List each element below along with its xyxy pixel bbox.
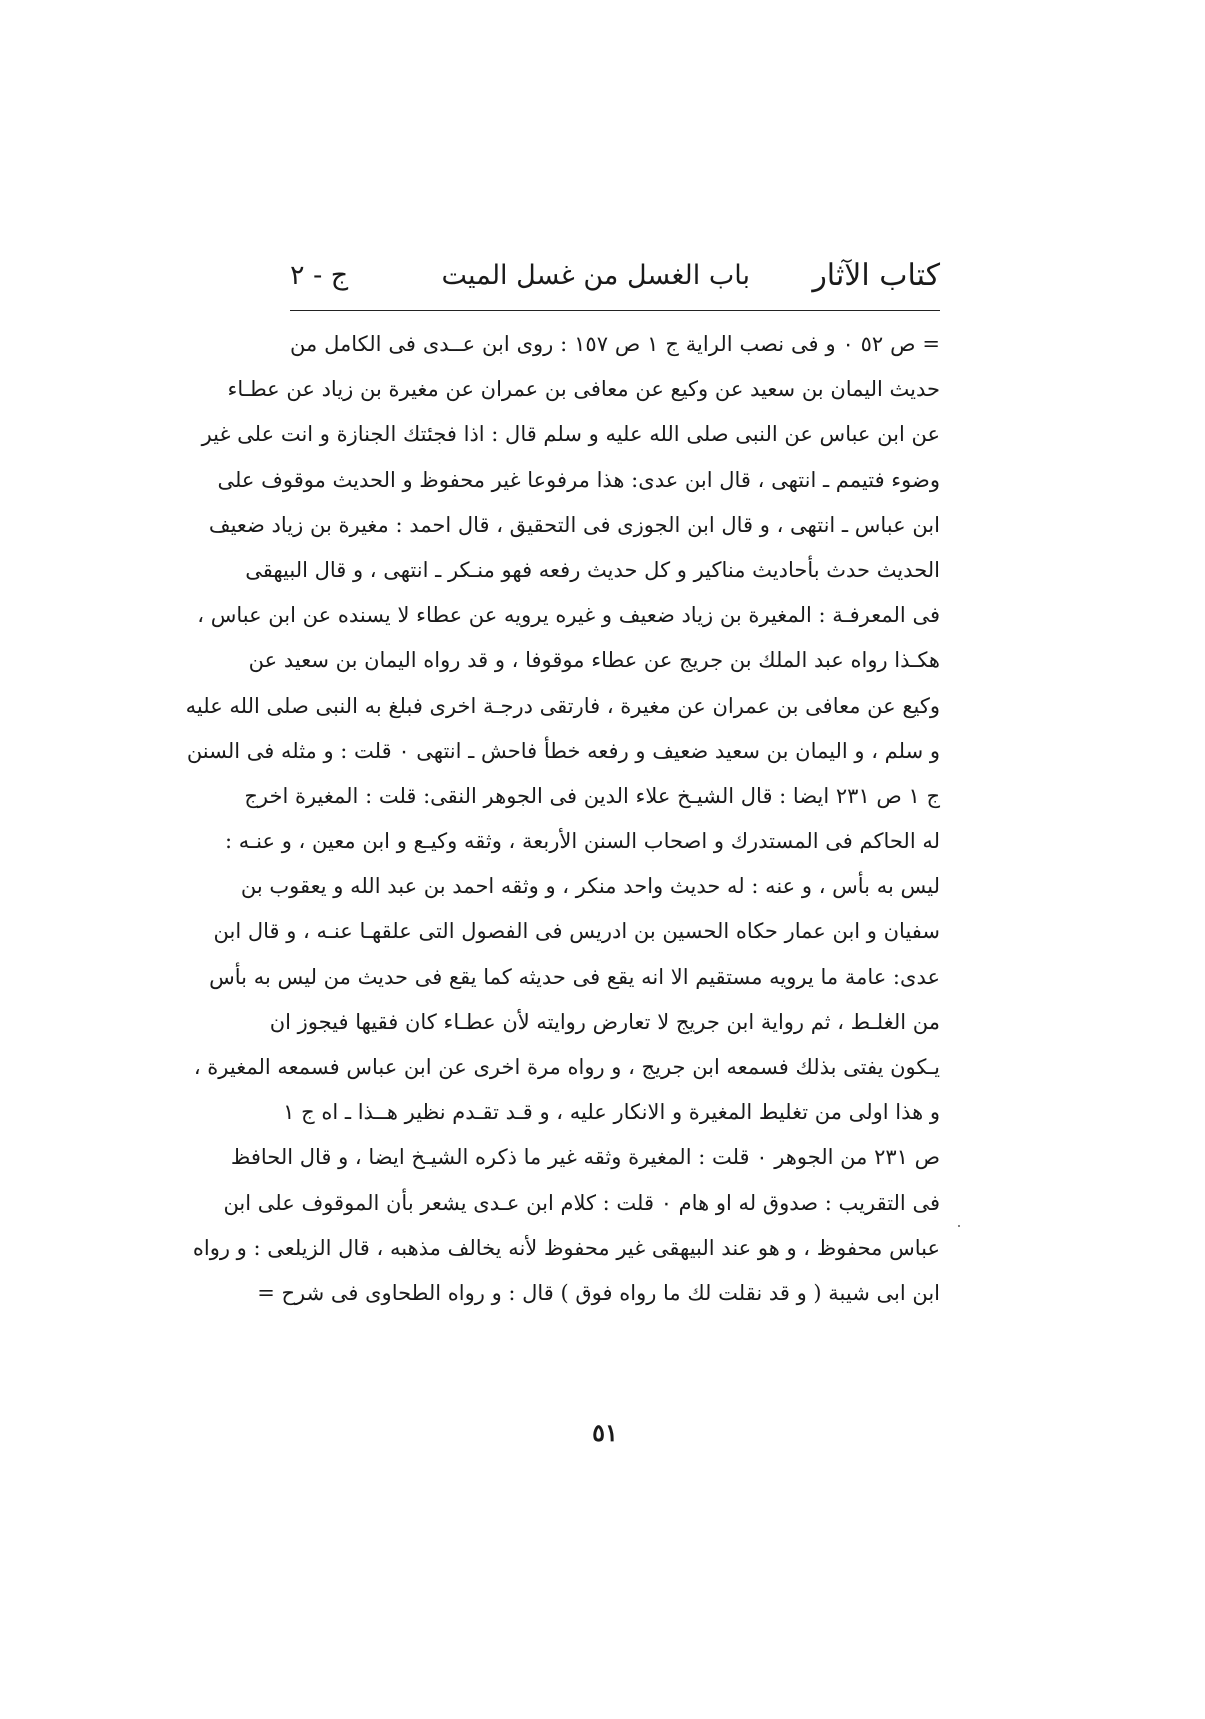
text-line: ابن عباس ـ انتهى ، و قال ابن الجوزى فى التحقيق ، قال احمد : مغيرة بن زياد ضعيف bbox=[208, 512, 940, 537]
page-number: ٥١ bbox=[592, 1418, 618, 1447]
text-line: حديث اليمان بن سعيد عن وكيع عن معافى بن عمران عن مغيرة بن زياد عن عطـاء bbox=[227, 377, 940, 402]
text-line: ص ٢٣١ من الجوهر ۰ قلت : المغيرة وثقه غير ما ذكره الشيـخ ايضا ، و قال الحافظ bbox=[230, 1145, 940, 1170]
text-line: الحديث حدث بأحاديث مناكير و كل حديث رفعه فهو منـكر ـ انتهى ، و قال البيهقى bbox=[245, 557, 940, 582]
scan-speck bbox=[958, 1225, 960, 1227]
text-line: عباس محفوظ ، و هو عند البيهقى غير محفوظ لأنه يخالف مذهبه ، قال الزيلعى : و رواه bbox=[192, 1235, 940, 1260]
page-header bbox=[290, 258, 940, 302]
text-line: عن ابن عباس عن النبى صلى الله عليه و سلم قال : اذا فجئتك الجنازة و انت على غير bbox=[201, 422, 940, 447]
text-line: وكيع عن معافى بن عمران عن مغيرة ، فارتقى درجـة اخرى فبلغ به النبى صلى الله عليه bbox=[185, 693, 940, 718]
text-line: ابن ابى شيبة ( و قد نقلت لك ما رواه فوق ) قال : و رواه الطحاوى فى شرح = bbox=[257, 1280, 940, 1305]
chapter-title: باب الغسل من غسل الميت bbox=[441, 260, 750, 291]
header-divider bbox=[290, 310, 940, 311]
text-line: و سلم ، و اليمان بن سعيد ضعيف و رفعه خطأ فاحش ـ انتهى ۰ قلت : و مثله فى السنن bbox=[186, 738, 940, 763]
text-line: = ص ٥٢ ۰ و فى نصب الراية ج ١ ص ١٥٧ : روى ابن عــدى فى الكامل من bbox=[290, 332, 940, 356]
text-line: هكـذا رواه عبد الملك بن جريج عن عطاء موقوفا ، و قد رواه اليمان بن سعيد عن bbox=[248, 648, 940, 673]
text-line: فى التقريب : صدوق له او هام ۰ قلت : كلام ابن عـدى يشعر بأن الموقوف على ابن bbox=[223, 1190, 940, 1215]
text-line: عدى: عامة ما يرويه مستقيم الا انه يقع فى حديثه كما يقع فى حديث من ليس به بأس bbox=[209, 964, 940, 989]
text-line: سفيان و ابن عمار حكاه الحسين بن ادريس فى الفصول التى علقهـا عنـه ، و قال ابن bbox=[213, 919, 940, 944]
body-text bbox=[185, 322, 940, 1316]
text-line: له الحاكم فى المستدرك و اصحاب السنن الأربعة ، وثقه وكيـع و ابن معين ، و عنـه : bbox=[225, 829, 940, 854]
text-line: فى المعرفـة : المغيرة بن زياد ضعيف و غيره يرويه عن عطاء لا يسنده عن ابن عباس ، bbox=[197, 603, 940, 628]
text-line: من الغلـط ، ثم رواية ابن جريج لا تعارض روايته لأن عطـاء كان فقيها فيجوز ان bbox=[269, 1009, 940, 1034]
text-line: يـكون يفتى بذلك فسمعه ابن جريج ، و رواه مرة اخرى عن ابن عباس فسمعه المغيرة ، bbox=[193, 1055, 940, 1079]
text-line: وضوء فتيمم ـ انتهى ، قال ابن عدى: هذا مرفوعا غير محفوظ و الحديث موقوف على bbox=[217, 467, 940, 492]
text-line: ليس به بأس ، و عنه : له حديث واحد منكر ، و وثقه احمد بن عبد الله و يعقوب بن bbox=[240, 874, 940, 899]
text-line: ج ١ ص ٢٣١ ايضا : قال الشيـخ علاء الدين فى الجوهر النقى: قلت : المغيرة اخرج bbox=[244, 783, 940, 808]
volume-label: ج - ٢ bbox=[290, 260, 349, 291]
book-title: كتاب الآثار bbox=[812, 258, 940, 293]
text-line: و هذا اولى من تغليط المغيرة و الانكار عليه ، و قـد تقـدم نظير هــذا ـ اه ج ١ bbox=[283, 1100, 940, 1125]
